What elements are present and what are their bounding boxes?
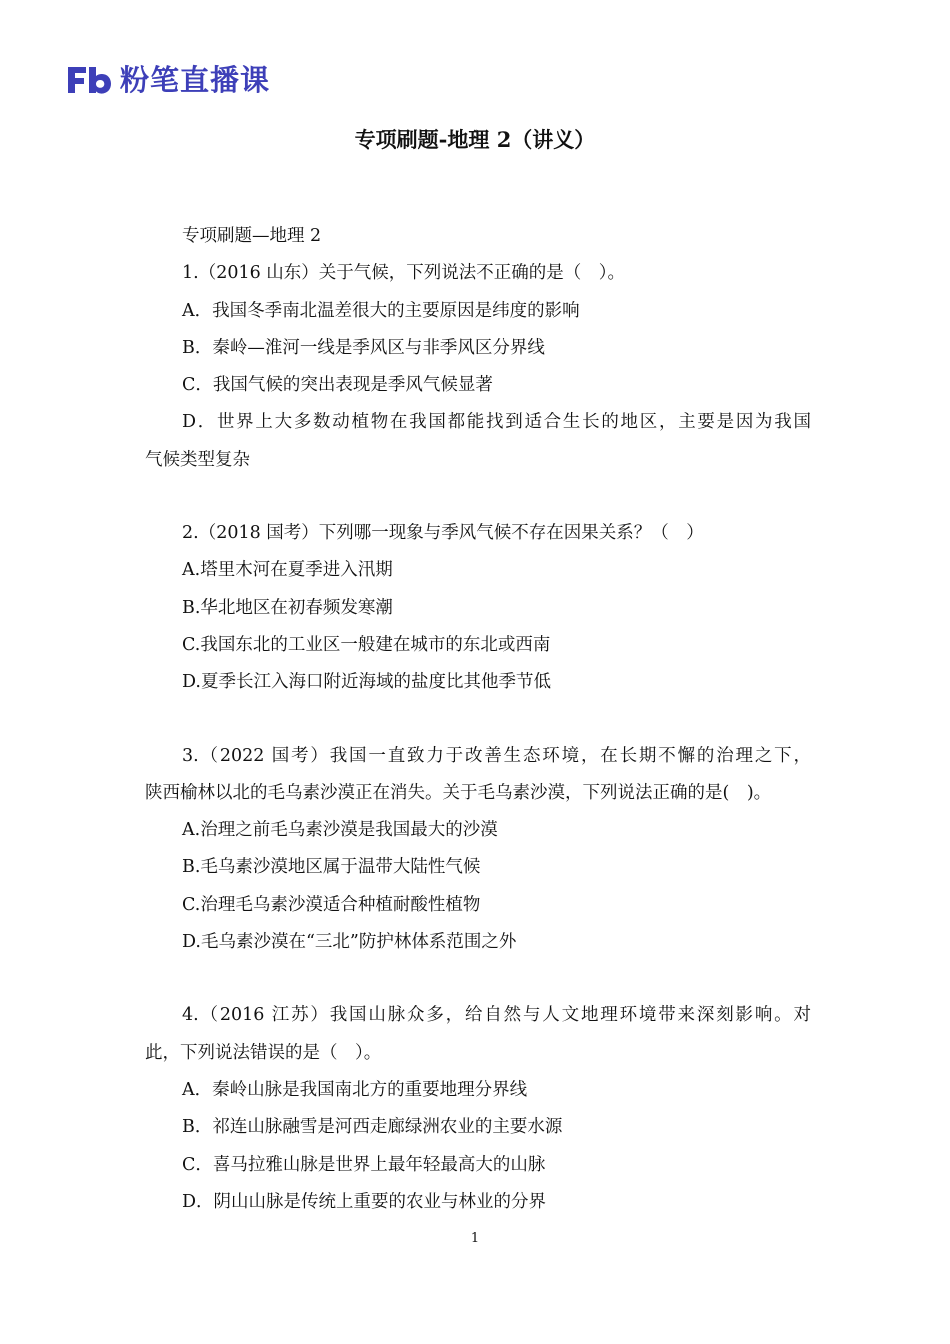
question-stem: 1.（2016 山东）关于气候，下列说法不正确的是（ ）。 [182,263,626,284]
fb-logo-icon [66,64,112,96]
option-c: C.治理毛乌素沙漠适合种植耐酸性植物 [182,894,481,915]
question-3 [145,738,811,962]
option-b: B．秦岭—淮河一线是季风区与非季风区分界线 [182,337,545,358]
option-a: A．我国冬季南北温差很大的主要原因是纬度的影响 [182,300,580,321]
page-number: 1 [470,1231,480,1246]
option-b: B.华北地区在初春频发寒潮 [182,597,393,618]
spacer [145,702,811,738]
option-d-continuation: 气候类型复杂 [145,449,250,470]
spacer [145,961,811,997]
option-d: D．阴山山脉是传统上重要的农业与林业的分界 [182,1191,547,1212]
document-body [145,218,811,1221]
question-stem-continuation: 此，下列说法错误的是（ ）。 [145,1042,382,1063]
question-stem: 3.（2022 国考）我国一直致力于改善生态环境，在长期不懈的治理之下， [182,745,811,766]
document-title: 专项刷题-地理 2（讲义） [354,127,596,152]
option-d: D.夏季长江入海口附近海域的盐度比其他季节低 [182,672,551,693]
option-b: B.毛乌素沙漠地区属于温带大陆性气候 [182,857,481,878]
question-stem: 2.（2018 国考）下列哪一现象与季风气候不存在因果关系？（ ） [182,523,704,544]
spacer [145,479,811,515]
option-a: A.治理之前毛乌素沙漠是我国最大的沙漠 [182,820,498,841]
brand-logo [66,62,270,98]
option-c: C．喜马拉雅山脉是世界上最年轻最高大的山脉 [182,1154,546,1175]
question-stem-continuation: 陕西榆林以北的毛乌素沙漠正在消失。关于毛乌素沙漠，下列说法正确的是( )。 [145,782,772,803]
option-d: D．世界上大多数动植物在我国都能找到适合生长的地区，主要是因为我国 [182,412,811,433]
question-2 [145,515,811,701]
option-b: B．祁连山脉融雪是河西走廊绿洲农业的主要水源 [182,1117,563,1138]
section-heading: 专项刷题—地理 2 [182,226,322,246]
question-4 [145,997,811,1221]
question-1 [145,255,811,479]
brand-name: 粉笔直播课 [120,63,271,97]
option-a: A．秦岭山脉是我国南北方的重要地理分界线 [182,1079,528,1100]
option-a: A.塔里木河在夏季进入汛期 [182,560,393,581]
option-c: C.我国东北的工业区一般建在城市的东北或西南 [182,634,551,655]
question-stem: 4.（2016 江苏）我国山脉众多，给自然与人文地理环境带来深刻影响。对 [182,1005,811,1026]
option-c: C．我国气候的突出表现是季风气候显著 [182,375,493,396]
option-d: D.毛乌素沙漠在“三北”防护林体系范围之外 [182,932,517,953]
